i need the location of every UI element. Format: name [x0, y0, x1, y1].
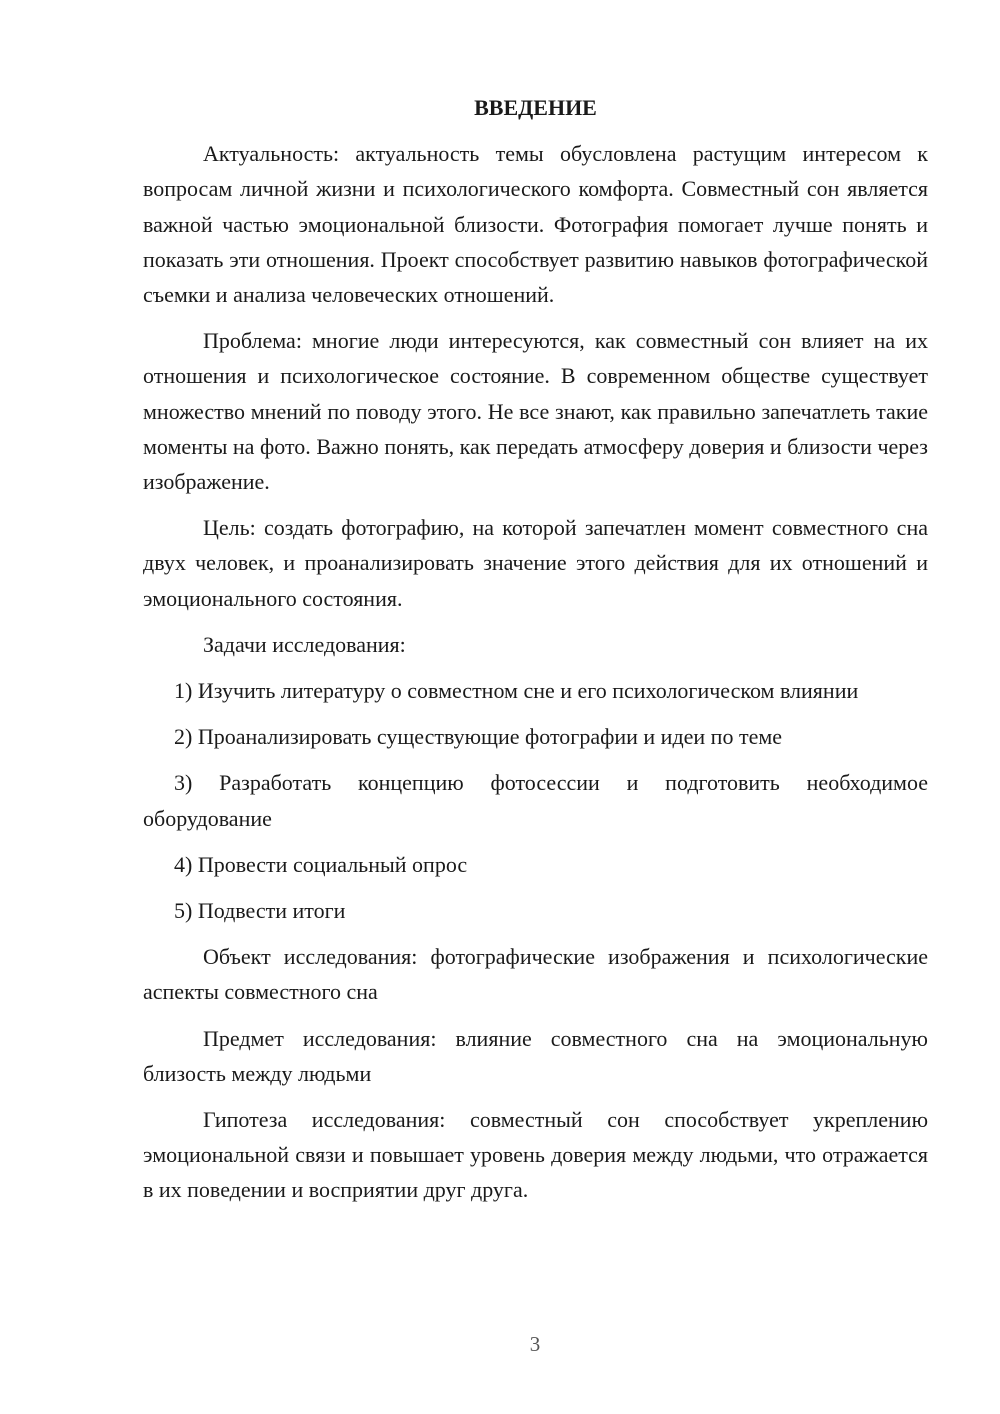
- task-item-2: 2) Проанализировать существующие фотографии и идеи по теме: [174, 724, 783, 750]
- paragraph-hypothesis: Гипотеза исследования: совместный сон способствует укреплению эмоциональной связи и повышает уровень доверия между людьми, что отражается в их поведении и восприятии друг друга.: [143, 1107, 928, 1203]
- paragraph-problem: Проблема: многие люди интересуются, как совместный сон влияет на их отношения и психологическое состояние. В современном обществе существует множество мнений по поводу этого. Не все знают, как правильно запечатлеть такие моменты на фото. Важно понять, как передать атмосферу доверия и близости через изображение.: [143, 328, 928, 495]
- task-item-4: 4) Провести социальный опрос: [174, 851, 468, 877]
- document-page: [143, 90, 928, 1219]
- tasks-heading: Задачи исследования:: [203, 631, 406, 657]
- task-item-3: 3) Разработать концепцию фотосессии и подготовить необходимое оборудование: [143, 770, 928, 831]
- page-number: 3: [529, 1332, 541, 1356]
- paragraph-object: Объект исследования: фотографические изображения и психологические аспекты совместного сна: [143, 944, 928, 1005]
- page-title: ВВЕДЕНИЕ: [474, 95, 597, 120]
- task-item-5: 5) Подвести итоги: [174, 898, 346, 924]
- task-item-1: 1) Изучить литературу о совместном сне и его психологическом влиянии: [174, 678, 859, 704]
- paragraph-goal: Цель: создать фотографию, на которой запечатлен момент совместного сна двух человек, и проанализировать значение этого действия для их отношений и эмоционального состояния.: [143, 515, 928, 611]
- paragraph-relevance: Актуальность: актуальность темы обусловлена растущим интересом к вопросам личной жизни и психологического комфорта. Совместный сон является важной частью эмоциональной близости. Фотография помогает лучше понять и показать эти отношения. Проект способствует развитию навыков фотографической съемки и анализа человеческих отношений.: [143, 141, 928, 308]
- paragraph-subject: Предмет исследования: влияние совместного сна на эмоциональную близость между людьми: [143, 1025, 928, 1086]
